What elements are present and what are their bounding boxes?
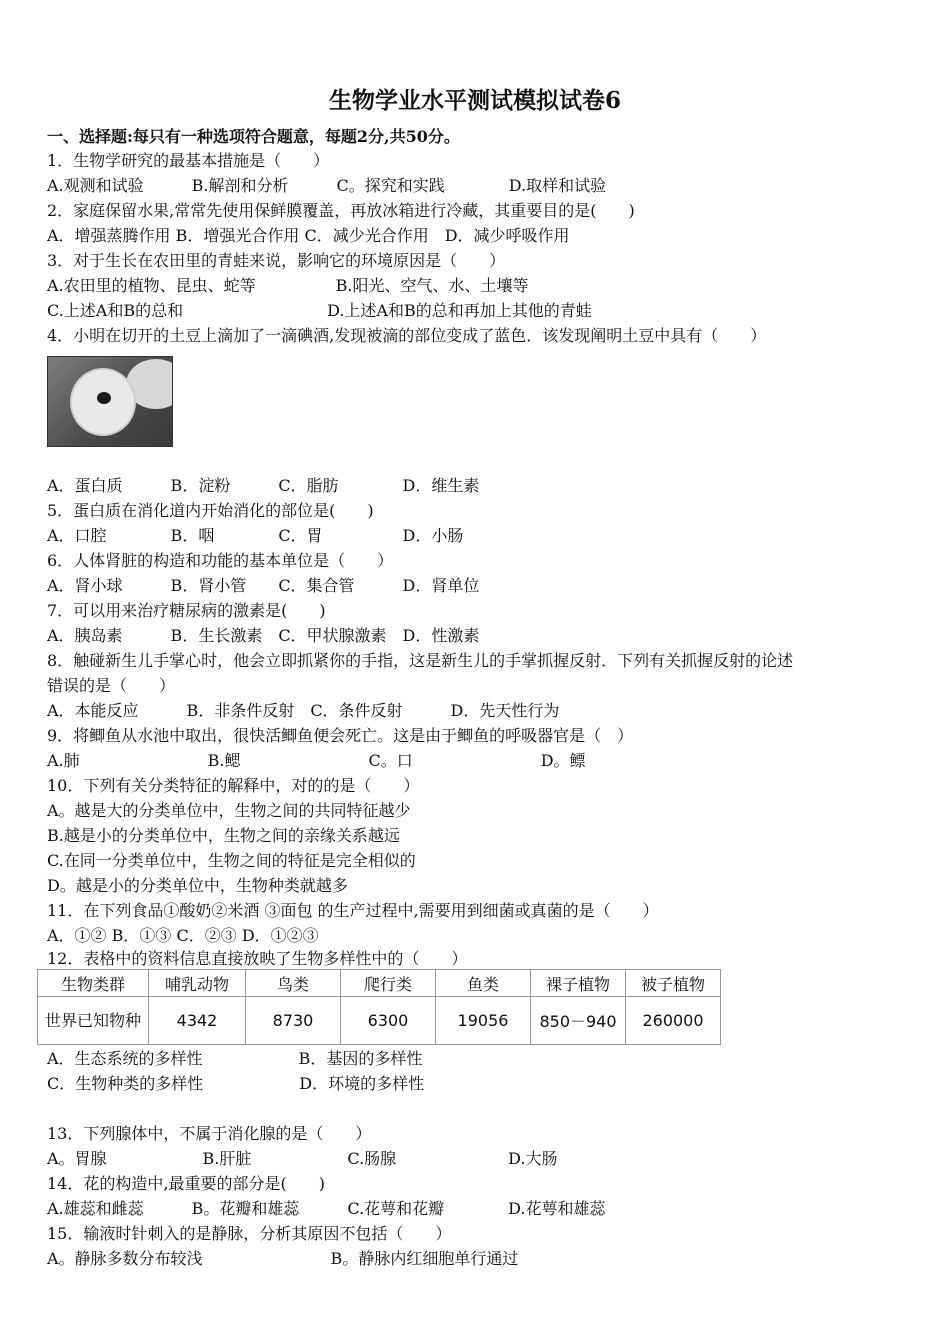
table-cell: 8730	[246, 997, 341, 1045]
options-14: A.雄蕊和雌蕊 B。花瓣和雄蕊 C.花萼和花瓣 D.花萼和雄蕊	[47, 1199, 606, 1218]
option-10b: B.越是小的分类单位中，生物之间的亲缘关系越远	[47, 826, 400, 845]
option-10c: C.在同一分类单位中，生物之间的特征是完全相似的	[47, 851, 416, 870]
question-4: 4．小明在切开的土豆上滴加了一滴碘酒,发现被滴的部位变成了蓝色．该发现阐明土豆中具有（ ）	[47, 326, 767, 345]
options-15: A。静脉多数分布较浅 B。静脉内红细胞单行通过	[47, 1249, 519, 1268]
table-row	[38, 997, 721, 1045]
table-header-cell: 生物类群	[38, 970, 149, 997]
options-12a: A．生态系统的多样性 B．基因的多样性	[47, 1049, 423, 1068]
table-header-cell: 哺乳动物	[149, 970, 246, 997]
table-cell: 260000	[626, 997, 721, 1045]
options-12b: C．生物种类的多样性 D．环境的多样性	[47, 1074, 425, 1093]
question-1: 1．生物学研究的最基本措施是（ ）	[47, 151, 330, 170]
question-11: 11．在下列食品①酸奶②米酒 ③面包 的生产过程中,需要用到细菌或真菌的是（ ）	[47, 901, 659, 920]
table-header-cell: 鱼类	[436, 970, 531, 997]
question-8-cont: 错误的是（ ）	[47, 676, 176, 695]
options-3b: C.上述A和B的总和 D.上述A和B的总和再加上其他的青蛙	[47, 301, 592, 320]
table-cell: 850－940	[531, 997, 626, 1045]
question-14: 14．花的构造中,最重要的部分是( )	[47, 1174, 325, 1193]
question-7: 7．可以用来治疗糖尿病的激素是( )	[47, 601, 326, 620]
table-header-cell: 裸子植物	[531, 970, 626, 997]
table-header-cell: 爬行类	[341, 970, 436, 997]
options-13: A。胃腺 B.肝脏 C.肠腺 D.大肠	[47, 1149, 558, 1168]
question-5: 5．蛋白质在消化道内开始消化的部位是( )	[47, 501, 374, 520]
question-9: 9．将鲫鱼从水池中取出，很快活鲫鱼便会死亡。这是由于鲫鱼的呼吸器官是（ ）	[47, 726, 634, 745]
table-header-row	[38, 970, 721, 997]
species-table	[37, 969, 721, 1045]
options-1: A.观测和试验 B.解剖和分析 C。探究和实践 D.取样和试验	[47, 176, 607, 195]
page-title: 生物学业水平测试模拟试卷6	[328, 87, 621, 114]
option-10a: A。越是大的分类单位中，生物之间的共同特征越少	[47, 801, 411, 820]
question-12: 12．表格中的资料信息直接放映了生物多样性中的（ ）	[47, 949, 468, 968]
options-9: A.肺 B.鳃 C。口 D。鳔	[47, 751, 586, 770]
options-6: A．肾小球 B．肾小管 C．集合管 D．肾单位	[47, 576, 480, 595]
question-2: 2．家庭保留水果,常常先使用保鲜膜覆盖，再放冰箱进行冷藏，其重要目的是( )	[47, 201, 635, 220]
options-4: A．蛋白质 B．淀粉 C．脂肪 D．维生素	[47, 476, 480, 495]
question-6: 6．人体肾脏的构造和功能的基本单位是（ ）	[47, 551, 394, 570]
potato-photo	[47, 356, 173, 447]
options-7: A．胰岛素 B．生长激素 C．甲状腺激素 D．性激素	[47, 626, 480, 645]
options-5: A．口腔 B．咽 C．胃 D．小肠	[47, 526, 464, 545]
section-heading: 一、选择题:每只有一种选项符合题意，每题2分,共50分。	[47, 127, 460, 146]
question-10: 10．下列有关分类特征的解释中，对的的是（ ）	[47, 776, 420, 795]
question-3: 3．对于生长在农田里的青蛙来说，影响它的环境原因是（ ）	[47, 251, 506, 270]
table-cell: 4342	[149, 997, 246, 1045]
options-11: A．①② B．①③ C．②③ D．①②③	[47, 926, 319, 945]
table-header-cell: 被子植物	[626, 970, 721, 997]
question-8: 8．触碰新生儿手掌心时，他会立即抓紧你的手指，这是新生儿的手掌抓握反射．下列有关抓握反射的论述	[47, 651, 794, 670]
options-3a: A.农田里的植物、昆虫、蛇等 B.阳光、空气、水、土壤等	[47, 276, 529, 295]
table-row-label: 世界已知物种	[38, 997, 149, 1045]
options-8: A．本能反应 B．非条件反射 C．条件反射 D．先天性行为	[47, 701, 560, 720]
question-13: 13．下列腺体中，不属于消化腺的是（ ）	[47, 1124, 372, 1143]
table-cell: 19056	[436, 997, 531, 1045]
table-header-cell: 鸟类	[246, 970, 341, 997]
options-2: A．增强蒸腾作用 B．增强光合作用 C．减少光合作用 D．减少呼吸作用	[47, 226, 570, 245]
question-15: 15．输液时针刺入的是静脉，分析其原因不包括（ ）	[47, 1224, 452, 1243]
table-cell: 6300	[341, 997, 436, 1045]
option-10d: D。越是小的分类单位中，生物种类就越多	[47, 876, 348, 895]
